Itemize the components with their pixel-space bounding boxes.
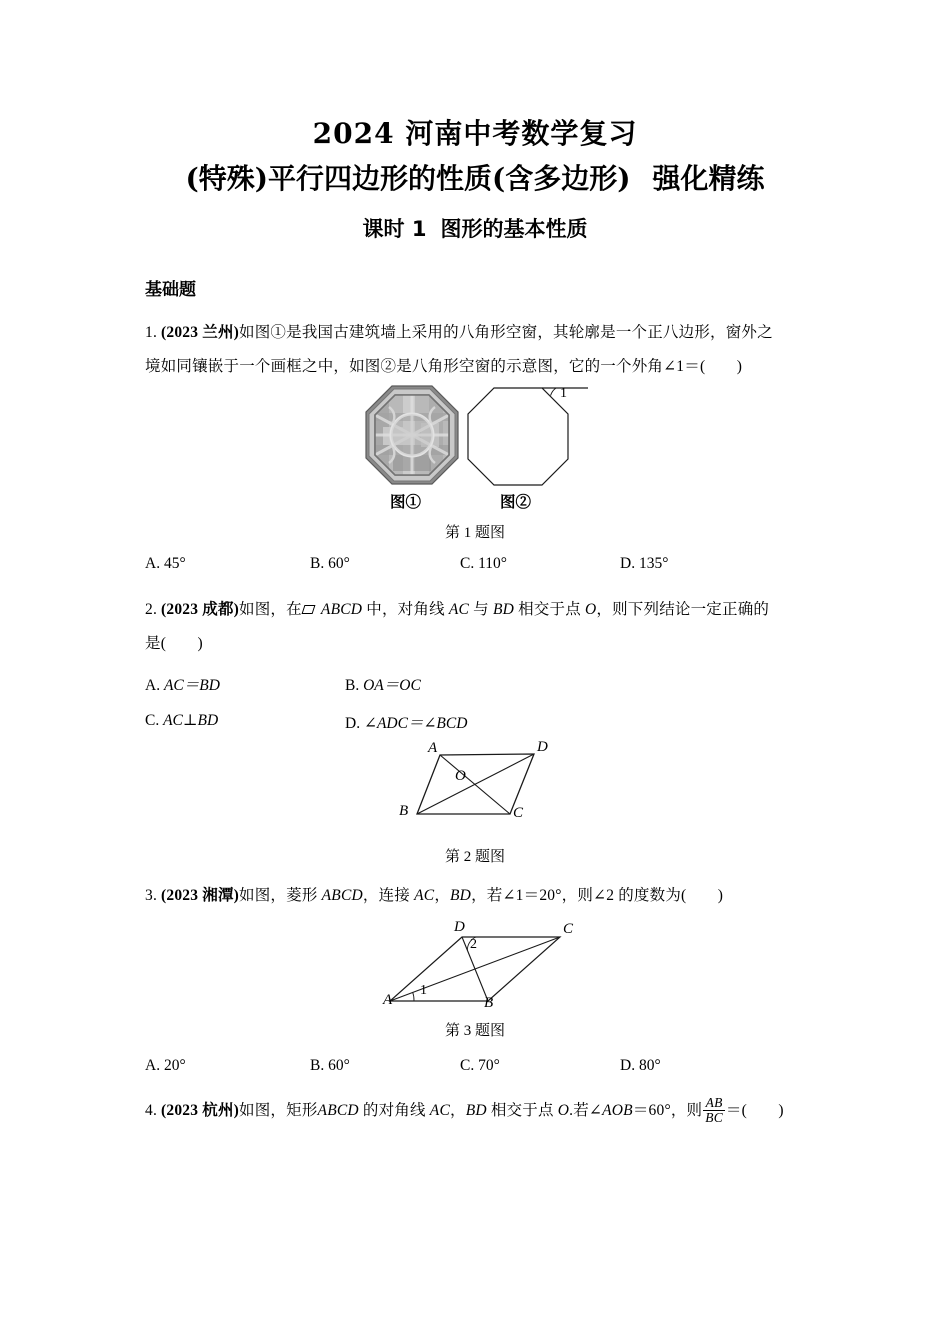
question-3-line-1 [145, 886, 723, 906]
question-4-source: (2023 杭州) [161, 1102, 240, 1120]
question-3-option-c-text: 70° [478, 1057, 500, 1074]
question-4-text-c: ， [450, 1102, 466, 1120]
question-3-vertex-b: B [484, 995, 494, 1011]
question-3-text-c: ， [434, 887, 451, 904]
question-1-number: 1. [145, 324, 158, 341]
question-3-option-a-label: A. [145, 1057, 161, 1074]
question-2-option-a-label: A. [145, 677, 161, 694]
question-1-figure-2-octagon-diagram [468, 383, 593, 491]
question-2-line-2 [145, 634, 203, 654]
question-1-option-b[interactable] [310, 555, 350, 573]
question-2-option-b-text: OA＝OC [363, 677, 421, 694]
question-2-text-a: 如图，在 [239, 601, 302, 618]
lesson-title [0, 208, 950, 250]
question-3-angle-2-label: 2 [470, 937, 477, 952]
question-2-vertex-b: B [399, 803, 409, 819]
question-1-figure-1-label: 图① [390, 494, 422, 511]
question-2-option-a-text: AC＝BD [163, 677, 220, 694]
question-3-text-d: ，若∠1＝20°，则∠2 的度数为( ) [471, 887, 724, 904]
question-1-option-d[interactable] [620, 555, 668, 573]
question-4-diagonal-bd: BD [465, 1102, 487, 1120]
question-2-figure-parallelogram [405, 745, 555, 830]
question-3-text-b: ，连接 [362, 887, 411, 904]
question-1-option-b-label: B. [310, 555, 325, 572]
question-2-option-d-text: ∠ADC＝∠BCD [363, 715, 468, 732]
question-3-option-b[interactable] [310, 1057, 350, 1075]
question-2-text-e: ，则下列结论一定正确的 [596, 601, 770, 618]
question-2-option-a[interactable] [145, 673, 220, 695]
page-title-main: 2024 河南中考数学复习 [312, 117, 638, 150]
question-1-line-1 [145, 323, 773, 343]
lesson-number: 课时 1 [362, 217, 427, 241]
question-1-option-b-text: 60° [328, 555, 350, 572]
question-4-fraction-numerator: AB [705, 1095, 723, 1110]
question-4-text-e: .若∠ [569, 1102, 603, 1120]
question-3-text-a: 如图，菱形 [239, 887, 318, 904]
question-4-text-a: 如图，矩形 [239, 1102, 318, 1120]
question-2-diagonal-ac: AC [448, 601, 470, 618]
question-2-vertex-a: A [428, 740, 438, 756]
question-2-vertex-d: D [537, 739, 548, 755]
question-3-diagonal-ac: AC [414, 887, 435, 904]
question-2-text-f: 是( ) [145, 635, 203, 652]
question-3-angle-1-label: 1 [420, 983, 427, 998]
question-3-option-d-label: D. [620, 1057, 636, 1074]
question-1-option-c-label: C. [460, 555, 475, 572]
question-3-option-a-text: 20° [163, 1057, 186, 1074]
question-3-option-c[interactable] [460, 1057, 500, 1075]
question-2-option-d[interactable] [345, 711, 467, 733]
question-1-option-c-text: 110° [478, 555, 507, 572]
question-4-text-d: 相交于点 [490, 1102, 554, 1120]
question-2-vertex-c: C [513, 805, 524, 821]
question-3-option-b-label: B. [310, 1057, 325, 1074]
question-1-option-d-label: D. [620, 555, 636, 572]
question-3-vertex-d: D [454, 919, 465, 935]
question-2-line-1 [145, 600, 769, 620]
question-2-text-d: 相交于点 [518, 601, 581, 618]
question-2-figure-caption: 第 2 题图 [444, 849, 505, 865]
question-1-figure-caption: 第 1 题图 [444, 525, 505, 541]
question-4-line-1 [145, 1097, 784, 1126]
question-1-angle-1-label: 1 [560, 386, 567, 401]
question-2-quad-name: ABCD [320, 601, 363, 618]
question-2-option-b[interactable] [345, 673, 421, 695]
question-3-option-b-text: 60° [328, 1057, 350, 1074]
question-1-figure-2-label: 图② [500, 494, 532, 511]
question-3-option-c-label: C. [460, 1057, 475, 1074]
question-1-options [0, 555, 950, 577]
question-4-number: 4. [145, 1102, 158, 1120]
question-3-figure-caption: 第 3 题图 [444, 1023, 505, 1039]
question-4-diagonal-ac: AC [429, 1102, 451, 1120]
page-title-sub-tag: 强化精练 [652, 162, 765, 195]
question-2-option-b-label: B. [345, 677, 360, 694]
question-2-diagonal-bd: BD [492, 601, 515, 618]
question-2-text-b: 中，对角线 [366, 601, 445, 618]
question-1-text-b: 境如同镶嵌于一个画框之中，如图②是八角形空窗的示意图，它的一个外角∠1＝( ) [145, 358, 743, 375]
question-3-vertex-a: A [383, 992, 393, 1008]
question-1-option-c[interactable] [460, 555, 507, 573]
page-title-sub [0, 156, 950, 202]
question-2-number: 2. [145, 601, 158, 618]
question-4-fraction-denominator: BC [705, 1110, 723, 1126]
question-1-text-a: 如图①是我国古建筑墙上采用的八角形空窗，其轮廓是一个正八边形，窗外之 [239, 324, 773, 341]
question-4-quad-name: ABCD [317, 1102, 359, 1120]
question-2-source: (2023 成都) [161, 601, 240, 618]
question-2-point-o: O [584, 601, 597, 618]
question-4-text-g: ＝( ) [725, 1102, 784, 1120]
question-2-options-row-1 [0, 673, 950, 695]
question-3-option-a[interactable] [145, 1057, 186, 1075]
question-1-line-2 [145, 357, 742, 377]
question-3-option-d[interactable] [620, 1057, 661, 1075]
question-3-figure-rhombus [380, 925, 580, 1015]
question-3-quad-name: ABCD [321, 887, 363, 904]
question-1-option-a-text: 45° [163, 555, 186, 572]
question-3-vertex-c: C [563, 921, 574, 937]
question-2-option-c-text: AC⊥BD [163, 712, 219, 729]
question-1-option-d-text: 135° [638, 555, 669, 572]
section-heading-basic: 基础题 [145, 280, 196, 300]
question-1-option-a-label: A. [145, 555, 161, 572]
question-2-point-o-label: O [455, 768, 466, 784]
question-3-option-d-text: 80° [638, 1057, 661, 1074]
question-3-options [0, 1057, 950, 1079]
question-2-text-c: 与 [473, 601, 489, 618]
question-2-options-row-2 [0, 711, 950, 733]
question-1-option-a[interactable] [145, 555, 186, 573]
question-4-ratio-fraction [703, 1096, 725, 1125]
question-2-option-d-label: D. [345, 715, 361, 732]
question-3-number: 3. [145, 887, 158, 904]
lesson-name: 图形的基本性质 [440, 217, 588, 241]
question-2-option-c[interactable] [145, 711, 218, 730]
question-4-text-f: ＝60°，则 [632, 1102, 703, 1120]
question-1-figure-1-window-photo [363, 383, 461, 487]
question-4-angle-aob: AOB [602, 1102, 633, 1120]
parallelogram-symbol-icon [301, 605, 315, 614]
question-1-source: (2023 兰州) [161, 324, 240, 341]
document-title-block [0, 112, 950, 250]
question-4-text-b: 的对角线 [362, 1102, 426, 1120]
page-title-sub-topic: (特殊)平行四边形的性质(含多边形) [185, 162, 631, 195]
question-3-source: (2023 湘潭) [161, 887, 240, 904]
question-4-point-o: O [557, 1102, 570, 1120]
question-3-diagonal-bd: BD [450, 887, 472, 904]
question-2-option-c-label: C. [145, 712, 160, 729]
